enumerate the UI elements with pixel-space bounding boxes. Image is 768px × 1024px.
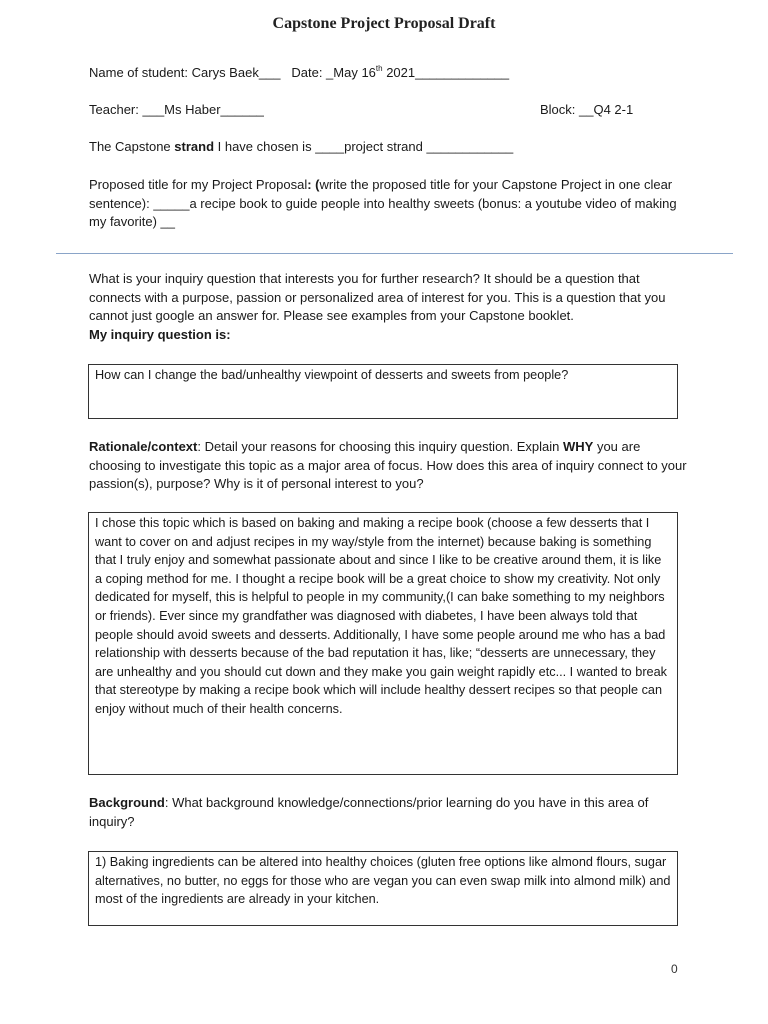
student-name-label: Name of student: [89,65,192,80]
teacher-value: ___Ms Haber______ [142,102,264,117]
block-field [540,102,633,117]
background-prompt: Background: What background knowledge/connections/prior learning do you have in this area of inquiry? [89,795,649,829]
strand-keyword: strand [174,139,215,154]
proposed-title-text: write the proposed title for your Capstone Project in one clear sentence): _____a recipe book to guide people into healthy sweets (bonus: a youtube video of making my favorite) __ [89,177,677,229]
rationale-prompt: Rationale/context: Detail your reasons for choosing this inquiry question. Explain WHY you are choosing to investigate this topic as a major area of focus. How does this area of inquiry connect to your passion(s), purpose? Why is it of personal interest to you? [89,439,687,491]
teacher-line [89,102,264,117]
inquiry-answer-box: How can I change the bad/unhealthy viewpoint of desserts and sweets from people? [88,364,678,419]
teacher-label: Teacher: [89,102,143,117]
date-value: _May 16th 2021_____________ [326,64,510,80]
inquiry-label: My inquiry question is: [89,326,231,342]
background-label: Background [89,795,165,810]
strand-line: The Capstone strand I have chosen is ____project strand ____________ [89,139,514,154]
date-label: Date: [291,65,327,80]
proposed-title-paragraph: Proposed title for my Project Proposal: (write the proposed title for your Capstone Project in one clear sentence): _____a recipe book to guide people into healthy sweets (bonus: a youtube video of making my favorite) __ [89,177,677,229]
block-label: Block: [540,102,580,117]
page-title: Capstone Project Proposal Draft [272,15,496,32]
background-answer-box: 1) Baking ingredients can be altered into healthy choices (gluten free options like almond flours, sugar alternatives, no butter, no eggs for those who are vegan you can even swap milk into almond milk) and most of the ingredients are already in your kitchen. [88,851,678,926]
rationale-answer-box: I chose this topic which is based on baking and making a recipe book (choose a few desserts that I want to cover on and adjust recipes in my way/style from the internet) because baking is something that I truly enjoy and somewhat passionate about and since I like to be creative around them, it is like a coping method for me. I thought a recipe book will be a great choice to show my creativity. Not only dedicated for myself, this is helpful to people in my community,(I can bake something to my neighbors or friends). Ever since my grandfather was diagnosed with diabetes, I have been always told that people should avoid sweets and desserts. Additionally, I have some people around me who has a bad relationship with desserts because of the bad reputation it has, like; “desserts are unnecessary, they are unhealthy and you should cut down and they make you gain weight rapidly etc... I wanted to break that stereotype by making a recipe book which will include healthy dessert recipes so that people can enjoy without much of their health concerns. [88,512,678,775]
student-line [89,64,509,80]
strand-value: ____project strand ____________ [315,139,514,154]
rationale-label: Rationale/context [89,439,198,454]
page-number: 0 [671,962,678,976]
inquiry-prompt: What is your inquiry question that interests you for further research? It should be a question that connects with a purpose, passion or personalized area of interest for you. This is a question that you cannot just google an answer for. Please see examples from your Capstone booklet. My inquiry question is: [89,271,666,342]
section-divider [56,253,733,254]
student-name-value: Carys Baek___ [191,65,281,80]
block-value: __Q4 2-1 [579,102,634,117]
